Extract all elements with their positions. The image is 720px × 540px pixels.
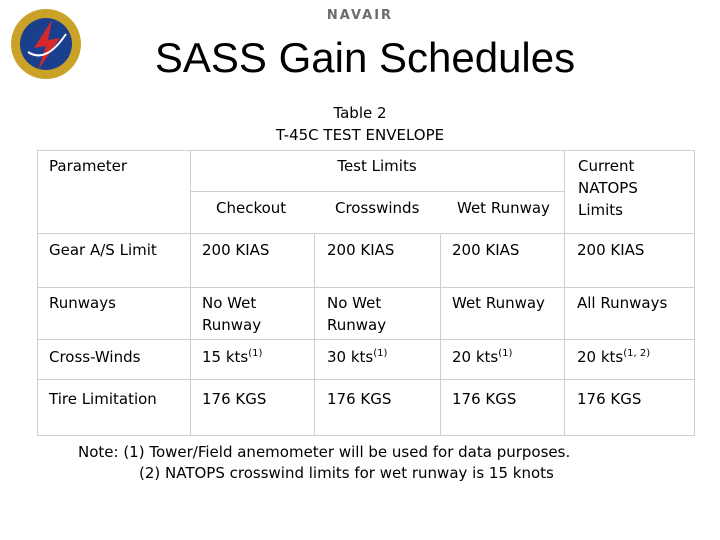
col-divider (440, 233, 441, 435)
note-line-1: Note: (1) Tower/Field anemometer will be used for data purposes. (78, 443, 571, 461)
crosswinds-wet-value: 20 kts (452, 348, 499, 366)
header-parameter: Parameter (49, 157, 128, 175)
footnote-ref: (1) (373, 348, 388, 359)
row-divider (38, 379, 694, 380)
row-runways-checkout-l2: Runway (202, 316, 262, 334)
table-caption-number: Table 2 (333, 104, 387, 122)
row-runways-param: Runways (49, 294, 116, 312)
col-divider (190, 151, 191, 435)
row-divider (38, 339, 694, 340)
row-tire-crosswinds: 176 KGS (327, 390, 392, 408)
row-runways-wet: Wet Runway (452, 294, 545, 312)
crosswinds-checkout-value: 15 kts (202, 348, 249, 366)
header-current: Current (578, 157, 635, 175)
header-test-limits: Test Limits (337, 157, 417, 175)
footnote-ref: (1, 2) (623, 348, 651, 359)
note-line-2: (2) NATOPS crosswind limits for wet runway is 15 knots (139, 464, 554, 482)
row-gear-natops: 200 KIAS (577, 241, 645, 259)
row-crosswinds-crosswinds (327, 346, 387, 368)
row-tire-wet: 176 KGS (452, 390, 517, 408)
header-wet-runway: Wet Runway (457, 199, 550, 217)
row-runways-natops: All Runways (577, 294, 668, 312)
header-divider (190, 191, 564, 192)
test-envelope-table (37, 150, 695, 436)
header-crosswinds: Crosswinds (335, 199, 420, 217)
row-runways-checkout-l1: No Wet (202, 294, 257, 312)
row-crosswinds-param: Cross-Winds (49, 348, 141, 366)
page-title: SASS Gain Schedules (154, 34, 576, 81)
row-tire-natops: 176 KGS (577, 390, 642, 408)
row-tire-param: Tire Limitation (49, 390, 157, 408)
header-checkout: Checkout (216, 199, 287, 217)
footnote-ref: (1) (498, 348, 513, 359)
row-crosswinds-checkout (202, 346, 262, 368)
header-natops: NATOPS (578, 179, 638, 197)
row-gear-param: Gear A/S Limit (49, 241, 157, 259)
crosswinds-crosswinds-value: 30 kts (327, 348, 374, 366)
row-runways-crosswinds-l1: No Wet (327, 294, 382, 312)
footnote-ref: (1) (248, 348, 263, 359)
row-gear-wet: 200 KIAS (452, 241, 520, 259)
col-divider (314, 233, 315, 435)
row-divider (38, 287, 694, 288)
row-tire-checkout: 176 KGS (202, 390, 267, 408)
table-caption-title: T-45C TEST ENVELOPE (275, 126, 445, 144)
row-crosswinds-wet (452, 346, 512, 368)
header-limits: Limits (578, 201, 623, 219)
navair-brand: NAVAIR (326, 8, 394, 23)
row-crosswinds-natops (577, 346, 650, 368)
row-gear-checkout: 200 KIAS (202, 241, 270, 259)
col-divider (564, 151, 565, 435)
row-gear-crosswinds: 200 KIAS (327, 241, 395, 259)
row-divider (38, 233, 694, 234)
row-runways-crosswinds-l2: Runway (327, 316, 387, 334)
crosswinds-natops-value: 20 kts (577, 348, 624, 366)
